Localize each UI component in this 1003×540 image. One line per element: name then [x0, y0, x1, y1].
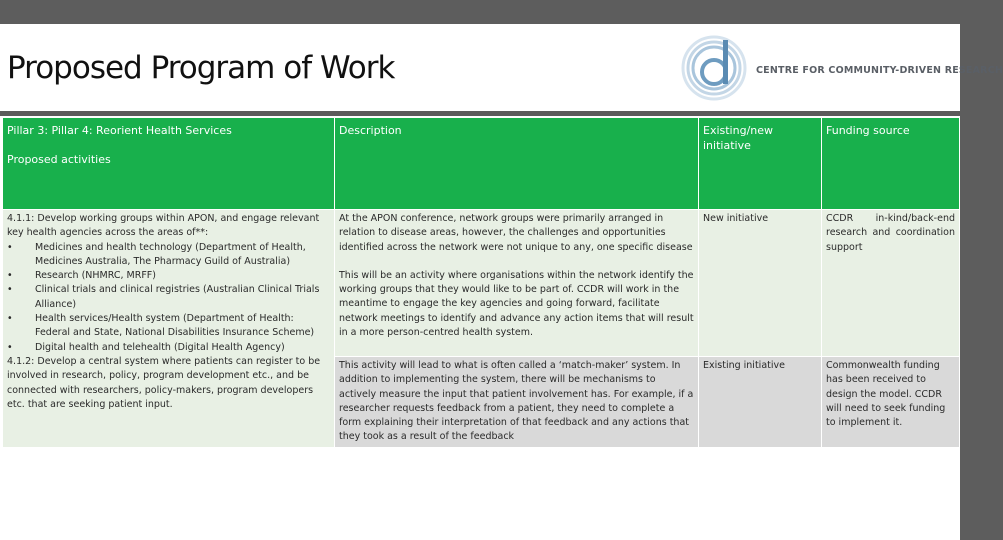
activities-cell [3, 210, 335, 448]
header-description: Description [335, 118, 699, 210]
header-divider [0, 111, 960, 116]
list-item: • Research (NHMRC, MRFF) [7, 269, 330, 283]
activity-4-1-2: 4.1.2: Develop a central system where patients can register to be involved in research, policy, program development etc., and be connected with researchers, policy-makers, program developers etc. that are seeking patient input. [7, 355, 321, 410]
description-cell [335, 210, 699, 357]
page-title: Proposed Program of Work [7, 50, 395, 86]
header-cell-pillar [3, 118, 335, 210]
status-cell: Existing initiative [699, 357, 822, 448]
header-proposed-activities: Proposed activities [7, 153, 111, 166]
list-item: • Health services/Health system (Department of Health: Federal and State, National Disabilities Insurance Scheme) [7, 312, 330, 341]
list-item: • Medicines and health technology (Department of Health, Medicines Australia, The Pharmacy Guild of Australia) [7, 241, 330, 270]
logo-org-name: CENTRE FOR COMMUNITY-DRIVEN RESEARCH [756, 65, 1003, 76]
header-pillar: Pillar 3: Pillar 4: Reorient Health Services [7, 124, 232, 137]
ccdr-logo-icon [680, 32, 752, 102]
slide [0, 24, 1003, 540]
description-paragraph: This will be an activity where organisations within the network identify the working groups that they would like to be part of. CCDR will work in the meantime to engage the key agencies and going forward, facilitate network meetings to identify and advance any action items that will result in a more person-centred health system. [339, 269, 694, 339]
header-funding-source: Funding source [822, 118, 960, 210]
list-item: • Clinical trials and clinical registries (Australian Clinical Trials Alliance) [7, 283, 330, 312]
funding-cell: Commonwealth funding has been received to design the model. CCDR will need to seek funding to implement it. [822, 357, 960, 448]
work-program-table [2, 117, 960, 448]
focus-area-list [7, 241, 330, 355]
table-header-row [3, 118, 960, 210]
list-item: • Digital health and telehealth (Digital Health Agency) [7, 341, 330, 355]
status-cell: New initiative [699, 210, 822, 357]
activity-4-1-1: 4.1.1: Develop working groups within APON, and engage relevant key health agencies across the areas of**: [7, 213, 320, 239]
header-existing-new: Existing/new initiative [699, 118, 822, 210]
table-row [3, 210, 960, 357]
description-cell: This activity will lead to what is often called a ‘match-maker’ system. In addition to implementing the system, there will be mechanisms to actively measure the input that patient involvement has. For example, if a researcher requests feedback from a patient, they need to complete a form explaining their interpretation of that feedback and any actions that they took as a result of the feedback [335, 357, 699, 448]
description-paragraph: At the APON conference, network groups were primarily arranged in relation to disease areas, however, the challenges and opportunities identified across the network were not unique to any, one specific disease [339, 213, 693, 253]
ccdr-logo [680, 32, 1003, 102]
funding-cell: CCDR in-kind/back-end research and coordination support [822, 210, 960, 357]
